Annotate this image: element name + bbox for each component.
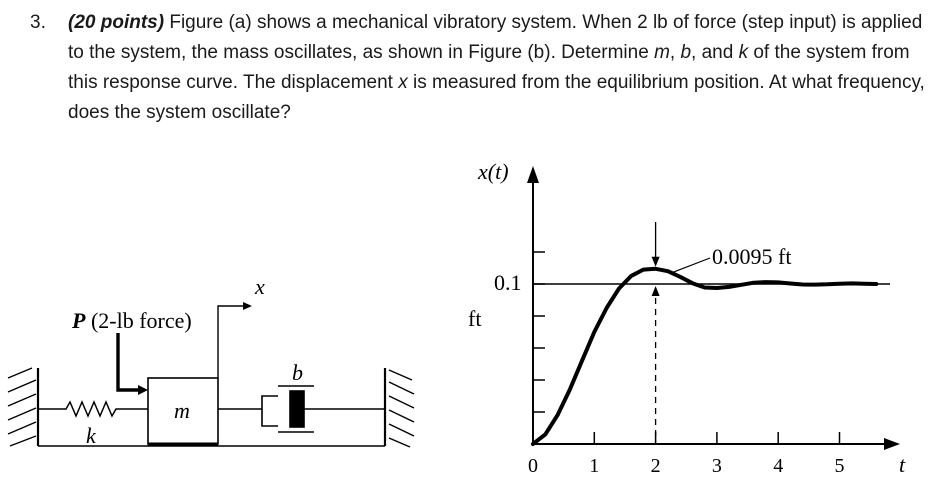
x-tick-label: 2 <box>650 455 661 477</box>
var-k: k <box>738 42 749 63</box>
var-b: b <box>680 42 692 63</box>
text-part-4: of the system from this response curve. The displacement <box>68 42 910 93</box>
x-label: x <box>255 274 265 299</box>
annotation-leader <box>672 258 710 273</box>
x-tick-label: 1 <box>589 455 600 477</box>
problem-number: 3. <box>30 12 46 33</box>
y-unit-label: ft <box>468 306 482 331</box>
x-tick-label: 5 <box>834 455 845 477</box>
x-tick-label: 0 <box>528 455 538 477</box>
x-tick-label: 3 <box>711 455 722 477</box>
text-part-5: is measured from the equilibrium position. At what frequency, does the system oscillate? <box>68 72 925 123</box>
overshoot-arrowhead-down <box>652 257 660 267</box>
damper-label: b <box>292 360 303 385</box>
y-tick-label: 0.1 <box>494 270 522 295</box>
response-curve <box>533 269 876 444</box>
var-m: m <box>654 42 670 63</box>
text-part-3: , and <box>691 42 739 63</box>
x-axis-label: t <box>899 452 906 477</box>
points-label: (20 points) <box>68 12 165 33</box>
overshoot-arrowhead-up <box>652 286 660 296</box>
text-part-2: , <box>669 42 681 63</box>
force-label: P (2-lb force) <box>72 308 192 333</box>
spring-label: k <box>86 423 96 448</box>
overshoot-label: 0.0095 ft <box>712 244 792 269</box>
x-tick-label: 4 <box>773 455 784 477</box>
y-axis-arrowhead <box>527 166 539 183</box>
var-x: x <box>398 72 408 93</box>
mass-label: m <box>174 398 190 423</box>
x-axis-arrowhead <box>884 438 900 450</box>
text-part-1: Figure (a) shows a mechanical vibratory system. When 2 lb of force (step input) is applied to the system, the mass oscillates, as shown in Figure (b). Determine <box>68 12 923 63</box>
y-axis-label: x(t) <box>478 159 509 184</box>
